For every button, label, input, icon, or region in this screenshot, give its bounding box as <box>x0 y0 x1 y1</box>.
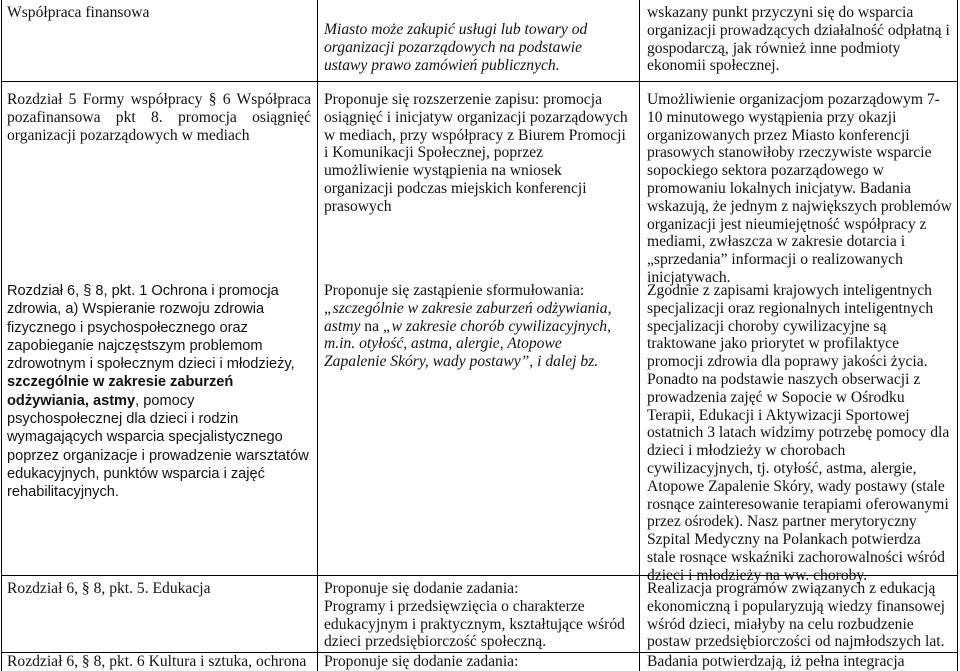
row2-col1-text-c: , pomocy psychospołecznej dla dzieci i rodzin wymagających wsparcia specjalistycznego poprzez organizacje i prowadzenie warsztatów edukacyjnych, punktów wsparcia i zajęć rehabilitacyjnych. <box>7 392 309 501</box>
row4-col1: Rozdział 6, § 8, pkt. 6 Kultura i sztuka, ochrona <box>7 653 307 670</box>
row2-col1 <box>7 282 311 502</box>
row4-col2: Proponuje się dodanie zadania: <box>324 653 519 670</box>
row0-col2: Miasto może zakupić usługi lub towary od organizacji pozarządowych na podstawie ustawy prawo zamówień publicznych. <box>324 21 588 74</box>
row2-col2-text-c: na <box>360 317 383 335</box>
column-divider-2 <box>639 0 640 671</box>
row0-col3: wskazany punkt przyczyni się do wsparcia organizacji prowadzących działalność odpłatną i gospodarczą, jak również inne podmioty ekonomii społecznej. <box>647 4 950 75</box>
row2-col2-text-a: Proponuje się zastąpienie sformułowania: <box>324 282 585 299</box>
row4-col3: Badania potwierdzają, iż pełna integracja <box>647 653 905 670</box>
column-divider-1 <box>317 0 318 671</box>
row2-col2-text-d: „w zakresie chorób cywilizacyjnych, m.in. otyłość, astma, alergie, Atopowe Zapalenie Skóry, wady postawy”, i dalej bz. <box>324 317 611 371</box>
row1-col1: Rozdział 5 Formy współpracy § 6 Współpraca pozafinansowa pkt 8. promocja osiągnięć organizacji pozarządowych w mediach <box>7 91 311 144</box>
row2-col1-text-bold: szczególnie w zakresie zaburzeń odżywiania, astmy <box>7 374 234 409</box>
row3-col2-text-a: Proponuje się dodanie zadania: <box>324 580 519 597</box>
row3-col2 <box>324 580 628 651</box>
row-divider-1 <box>1 81 958 82</box>
row3-col1: Rozdział 6, § 8, pkt. 5. Edukacja <box>7 580 211 597</box>
table-border-right <box>957 0 958 671</box>
row2-col2 <box>324 282 628 371</box>
row3-col2-text-b: Programy i przedsięwzięcia o charakterze edukacyjnym i praktycznym, kształtujące wśród dzieci przedsiębiorczość społeczną. <box>324 597 625 651</box>
row2-col3: Zgodnie z zapisami krajowych inteligentnych specjalizacji oraz regionalnych inteligentnych specjalizacji choroby cywilizacyjne są traktowane jako priorytet w profilaktyce promocji zdrowia dla poprawy jakości życia. Ponadto na podstawie naszych obserwacji z prowadzenia zajęć w Sopocie w Ośrodku Terapii, Edukacji i Aktywizacji Sportowej ostatnich 3 latach widzimy potrzebę pomocy dla dzieci i młodzieży w chorobach cywilizacyjnych, tj. otyłość, astma, alergie, Atopowe Zapalenie Skóry, wady postawy (stale rosnące zainteresowanie terapiami oferowanymi przez ośrodek). Nasz partner merytoryczny Szpital Medyczny na Polankach potwierdza stale rosnące wskaźniki zachorowalności wśród dzieci i młodzieży na ww. choroby. <box>647 282 950 584</box>
row1-col2: Proponuje się rozszerzenie zapisu: promocja osiągnięć i inicjatyw organizacji pozarządowych w mediach, przy współpracy z Biurem Promocji i Komunikacji Społecznej, poprzez umożliwienie wystąpienia na wniosek organizacji podczas miejskich konferencji prasowych <box>324 91 628 215</box>
document-table <box>1 0 958 671</box>
row2-col2-text-b: „szczególnie w zakresie zaburzeń odżywiania, astmy <box>324 299 612 335</box>
row3-col3: Realizacja programów związanych z edukacją ekonomiczną i popularyzują wiedzy finansowej wśród dzieci, miałyby na celu rozbudzenie postaw przedsiębiorczości od najmłodszych lat. <box>647 580 945 651</box>
row0-col1: Współpraca finansowa <box>7 4 150 21</box>
row2-col1-text-a: Rozdział 6, § 8, pkt. 1 Ochrona i promocja zdrowia, a) Wspieranie rozwoju zdrowia fizycznego i psychospołecznego oraz zapobieganie najczęstszym problemom zdrowotnym i społecznym dzieci i młodzieży, <box>7 283 295 373</box>
table-border-left <box>1 0 2 671</box>
row1-col3: Umożliwienie organizacjom pozarządowym 7-10 minutowego wystąpienia przy okazji organizowanych przez Miasto konferencji prasowych stanowiłoby rzeczywiste wsparcie sopockiego sektora pozarządowego w promowaniu lokalnych inicjatyw. Badania wskazują, że jednym z największych problemów organizacji jest nieumiejętność współpracy z mediami, zwłaszcza w zakresie dotarcia i „sprzedania” informacji o realizowanych inicjatywach. <box>647 91 952 286</box>
